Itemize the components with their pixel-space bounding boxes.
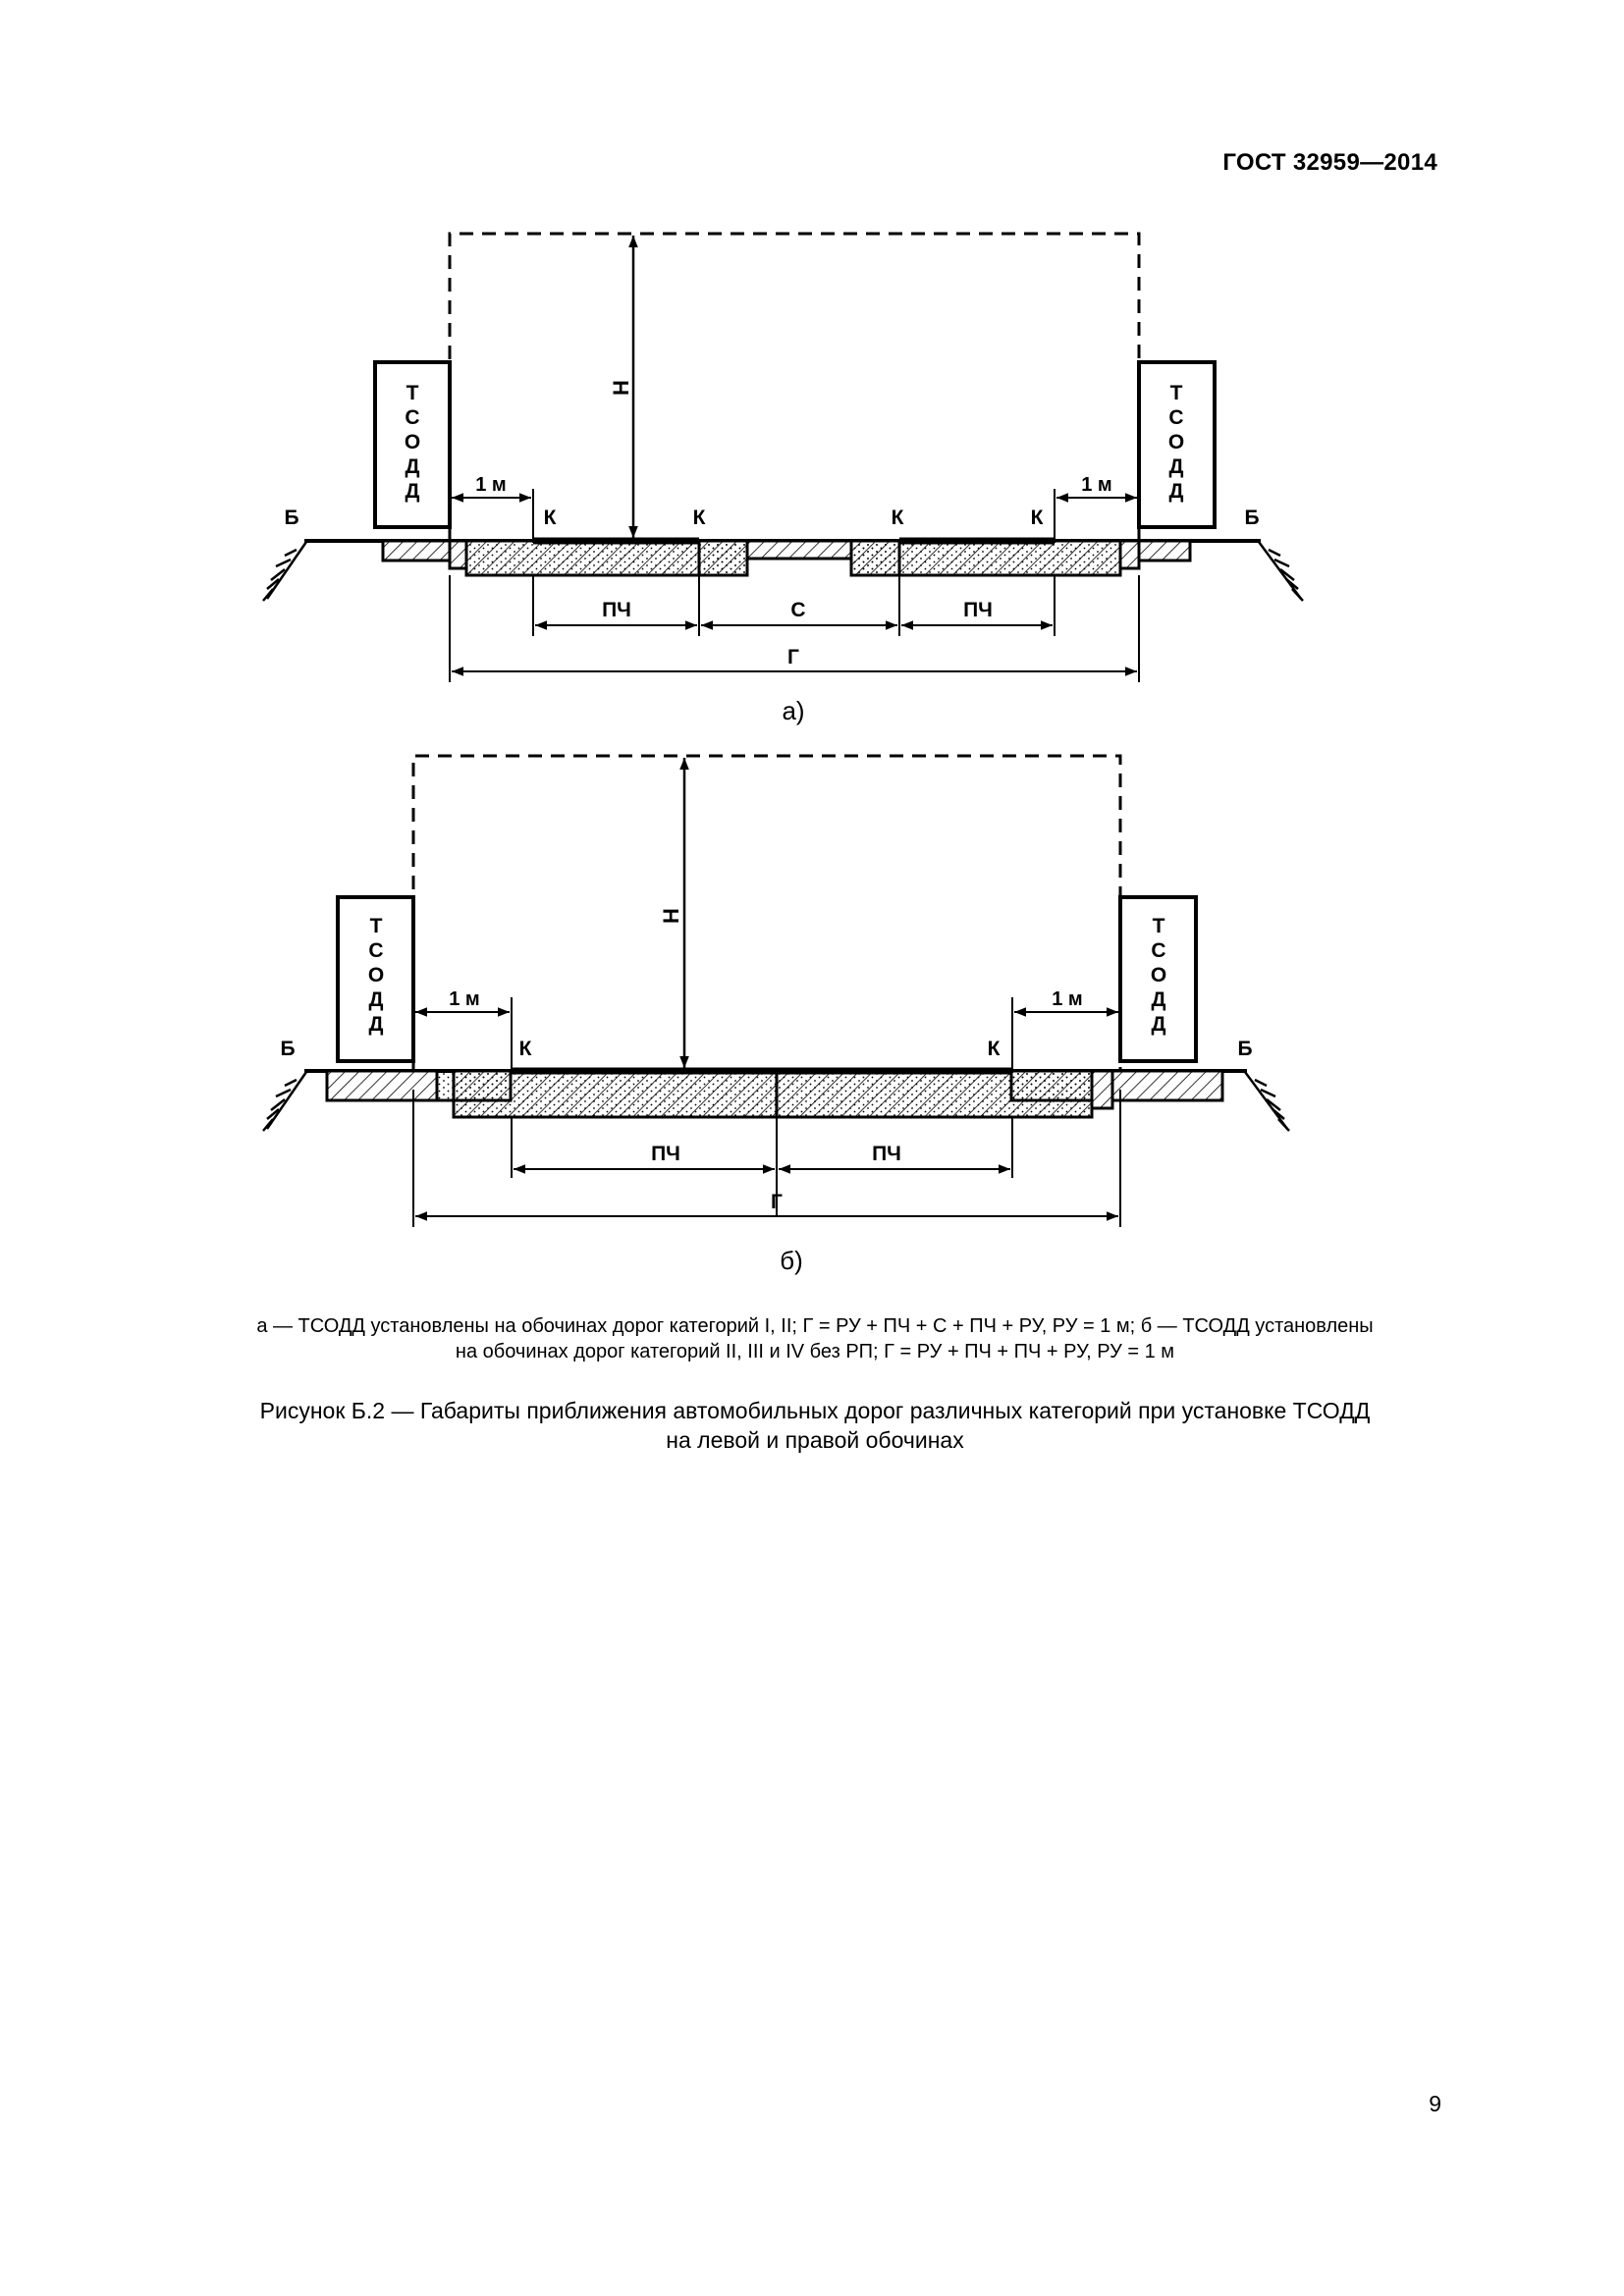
offset-label: 1 м xyxy=(1052,988,1083,1010)
sign-letter: Д xyxy=(1168,480,1184,503)
sign-letter: С xyxy=(368,939,384,962)
panel-label: б) xyxy=(780,1246,803,1275)
clearance-label: Г xyxy=(771,1191,783,1213)
height-label: Н xyxy=(659,908,683,924)
caption-line: на левой и правой обочинах xyxy=(666,1427,964,1453)
kerb-label: К xyxy=(543,507,557,529)
offset-label: 1 м xyxy=(475,474,507,496)
sign-letter: О xyxy=(404,431,421,454)
offset-label: 1 м xyxy=(449,988,480,1010)
slope-right xyxy=(1259,542,1303,601)
sign-letter: О xyxy=(367,964,385,987)
sign-letter: Д xyxy=(1151,988,1166,1011)
caption-line: Рисунок Б.2 — Габариты приближения автомобильных дорог различных категорий при установке ТСОДД xyxy=(259,1398,1371,1423)
carriageway-label: ПЧ xyxy=(872,1143,901,1165)
sign-letter: Д xyxy=(1151,1013,1166,1036)
sign-letter: О xyxy=(1167,431,1185,454)
sign-letter: Д xyxy=(405,480,420,503)
edge-label: Б xyxy=(1237,1038,1253,1060)
sign-letter: Д xyxy=(368,988,384,1011)
sign-letter: С xyxy=(1168,406,1184,429)
sign-letter: Т xyxy=(1169,382,1183,404)
carriageway-label: ПЧ xyxy=(651,1143,680,1165)
slope-left xyxy=(263,1072,306,1131)
sign-letter: Д xyxy=(405,455,420,478)
offset-label: 1 м xyxy=(1081,474,1112,496)
sign-letter: Т xyxy=(369,915,383,937)
figure-notes xyxy=(128,1313,1502,1364)
kerb-label: К xyxy=(1030,507,1044,529)
page-number: 9 xyxy=(1429,2091,1441,2116)
carriageway-label: ПЧ xyxy=(963,599,993,621)
sign-letter: Т xyxy=(1152,915,1165,937)
panel-label: а) xyxy=(782,696,805,725)
sign-letter: С xyxy=(1151,939,1166,962)
clearance-label: Г xyxy=(787,646,799,668)
height-label: Н xyxy=(609,380,633,396)
figure-b xyxy=(0,731,1624,1281)
road-structure xyxy=(383,541,1190,575)
clearance-envelope xyxy=(450,234,1139,540)
kerb-label: К xyxy=(987,1038,1001,1060)
document-standard-header: ГОСТ 32959—2014 xyxy=(1222,149,1437,176)
kerb-label: К xyxy=(692,507,706,529)
kerb-label: К xyxy=(518,1038,532,1060)
notes-line: на обочинах дорог категорий II, III и IV без РП; Г = РУ + ПЧ + ПЧ + РУ, РУ = 1 м xyxy=(455,1341,1175,1362)
kerb-label: К xyxy=(891,507,904,529)
figure-caption xyxy=(128,1396,1502,1455)
median-label: С xyxy=(790,599,806,621)
sign-letter: О xyxy=(1150,964,1167,987)
edge-label: Б xyxy=(1244,507,1260,529)
clearance-envelope xyxy=(413,756,1120,1070)
road-structure xyxy=(327,1071,1222,1117)
sign-letter: С xyxy=(405,406,420,429)
sign-letter: Д xyxy=(368,1013,384,1036)
sign-letter: Т xyxy=(406,382,419,404)
notes-line: а — ТСОДД установлены на обочинах дорог категорий I, II; Г = РУ + ПЧ + С + ПЧ + РУ, РУ = 1 м; б — ТСОДД установлены xyxy=(256,1315,1374,1337)
figure-a xyxy=(0,216,1624,736)
edge-label: Б xyxy=(284,507,299,529)
sign-letter: Д xyxy=(1168,455,1184,478)
carriageway-label: ПЧ xyxy=(602,599,631,621)
edge-label: Б xyxy=(280,1038,296,1060)
slope-right xyxy=(1245,1072,1289,1131)
slope-left xyxy=(263,542,306,601)
